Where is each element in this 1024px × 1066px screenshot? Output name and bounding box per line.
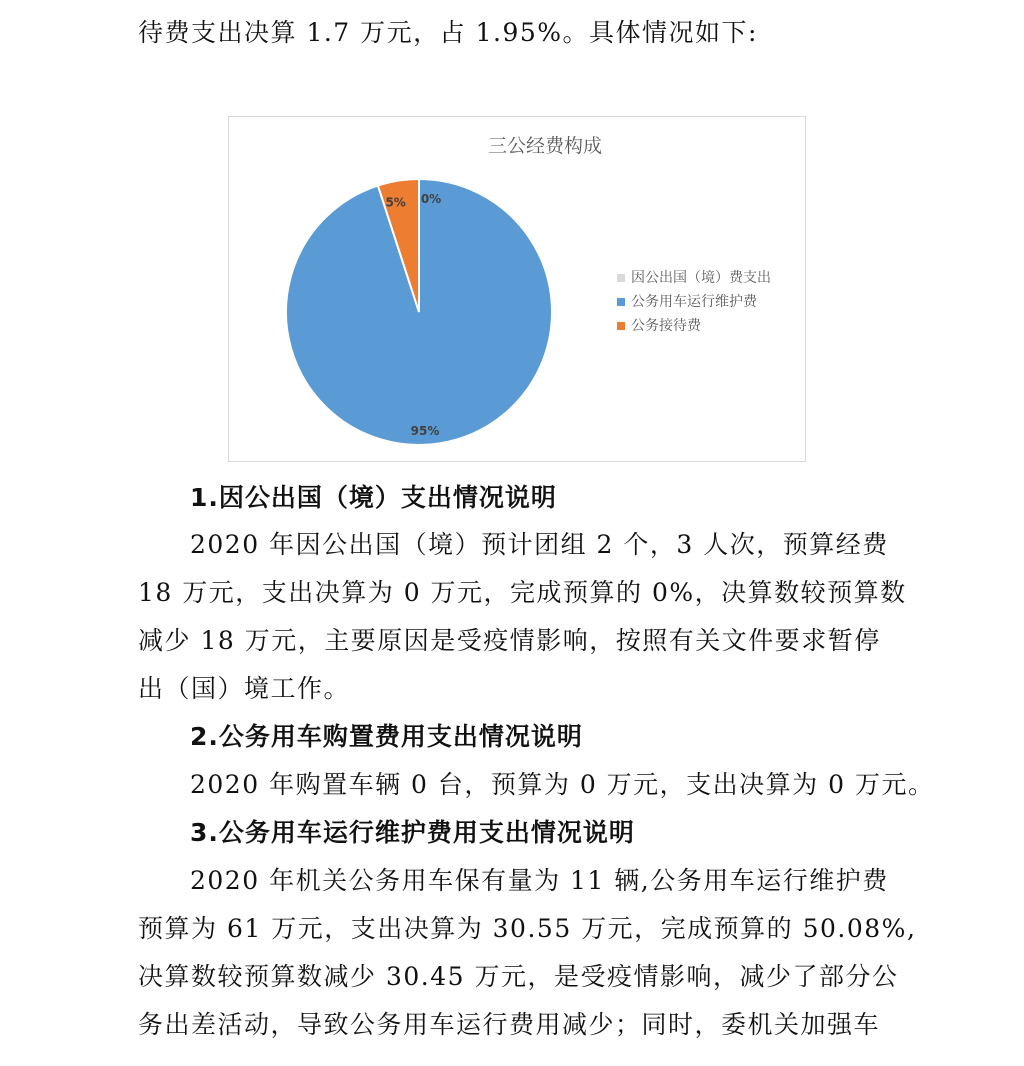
section-3-line-4: 务出差活动，导致公务用车运行费用减少；同时，委机关加强车	[138, 1010, 881, 1039]
section-2-heading: 2.公务用车购置费用支出情况说明	[190, 722, 583, 751]
section-1-heading: 1.因公出国（境）支出情况说明	[190, 483, 557, 512]
section-1-line-3: 减少 18 万元，主要原因是受疫情影响，按照有关文件要求暂停	[138, 626, 881, 655]
legend-swatch	[617, 274, 625, 282]
intro-line: 待费支出决算 1.7 万元，占 1.95%。具体情况如下:	[138, 18, 758, 47]
pie-chart	[228, 116, 806, 462]
section-1-line-4: 出（国）境工作。	[138, 674, 351, 703]
section-1-line-2: 18 万元，支出决算为 0 万元，完成预算的 0%，决算数较预算数	[138, 578, 907, 607]
section-3-line-1: 2020 年机关公务用车保有量为 11 辆,公务用车运行维护费	[190, 866, 889, 895]
pie-chart-svg	[229, 117, 807, 463]
section-2-line-1: 2020 年购置车辆 0 台，预算为 0 万元，支出决算为 0 万元。	[190, 770, 935, 799]
section-3-heading: 3.公务用车运行维护费用支出情况说明	[190, 818, 635, 847]
legend-label: 因公出国（境）费支出	[631, 270, 771, 286]
chart-title: 三公经费构成	[487, 135, 603, 157]
section-3-line-2: 预算为 61 万元，支出决算为 30.55 万元，完成预算的 50.08%,	[138, 914, 917, 943]
section-1-line-1: 2020 年因公出国（境）预计团组 2 个，3 人次，预算经费	[190, 530, 889, 559]
section-3-line-3: 决算数较预算数减少 30.45 万元，是受疫情影响，减少了部分公	[138, 962, 899, 991]
pie-data-label: 5%	[385, 195, 406, 210]
legend-swatch	[617, 322, 625, 330]
pie-data-label: 0%	[420, 192, 442, 206]
legend-label: 公务接待费	[631, 318, 701, 334]
legend-swatch	[617, 298, 625, 306]
pie-data-label: 95%	[410, 424, 440, 438]
legend-label: 公务用车运行维护费	[631, 294, 757, 310]
